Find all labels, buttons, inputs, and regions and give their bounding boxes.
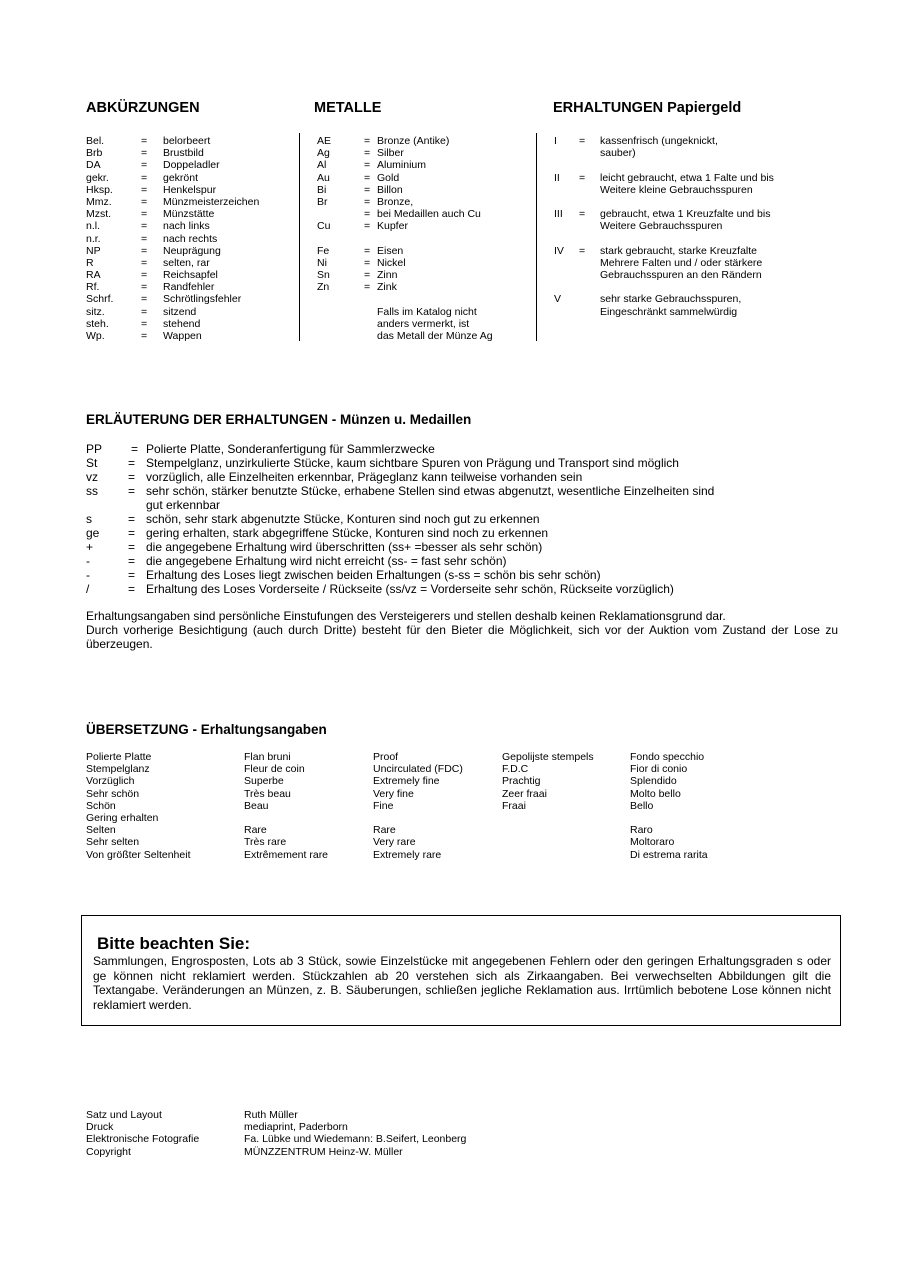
uebersetzung-cell: Selten <box>86 824 116 837</box>
erlaeuterung-abbr: ss <box>86 484 98 498</box>
uebersetzung-cell: Molto bello <box>630 787 681 800</box>
erlaeuterung-text: Erhaltung des Loses Vorderseite / Rückseite (ss/vz = Vorderseite sehr schön, Rückseite vorzüglich) <box>146 582 674 596</box>
papiergeld-grade: IV <box>554 244 564 257</box>
metalle-abbr: Ni <box>317 256 327 269</box>
papiergeld-grade: II <box>554 171 560 184</box>
papiergeld-heading: ERHALTUNGEN Papiergeld <box>553 100 742 116</box>
erlaeuterung-row <box>86 554 846 568</box>
impressum-value: MÜNZZENTRUM Heinz-W. Müller <box>244 1145 403 1158</box>
erlaeuterung-eq: = <box>128 470 136 484</box>
uebersetzung-cell: Fine <box>373 799 394 812</box>
abk-abbr: Mmz. <box>86 195 112 208</box>
papiergeld-text: Gebrauchsspuren an den Rändern <box>600 269 762 282</box>
impressum-value: mediaprint, Paderborn <box>244 1121 348 1134</box>
abk-eq: = <box>141 305 148 318</box>
uebersetzung-cell: Flan bruni <box>244 751 291 763</box>
erlaeuterung-row <box>86 456 846 470</box>
uebersetzung-cell: Splendido <box>630 775 677 788</box>
papiergeld-item <box>554 172 804 196</box>
abk-abbr: n.r. <box>86 232 101 245</box>
abk-eq: = <box>141 232 148 245</box>
abk-abbr: Wp. <box>86 330 105 342</box>
erlaeuterung-abbr: ge <box>86 526 100 540</box>
metalle-eq: = <box>364 220 371 233</box>
abk-text: sitzend <box>163 305 197 318</box>
papiergeld-grade: V <box>554 293 562 306</box>
uebersetzung-cell: Very fine <box>373 787 414 800</box>
uebersetzung-cell: Beau <box>244 799 269 812</box>
erlaeuterung-eq: = <box>128 554 136 568</box>
metalle-text: Bronze, <box>377 195 414 208</box>
abk-text: Schrötlingsfehler <box>163 293 242 306</box>
erlaeuterung-abbr: / <box>86 582 90 596</box>
papiergeld-row <box>554 293 804 305</box>
papiergeld-text: Weitere kleine Gebrauchsspuren <box>600 183 753 196</box>
abk-row <box>86 159 296 171</box>
erlaeuterung-abbr: s <box>86 512 92 526</box>
abk-row <box>86 330 296 342</box>
metalle-row <box>317 233 532 245</box>
erlaeuterung-abbr: St <box>86 456 98 470</box>
metalle-text: Eisen <box>377 244 404 257</box>
abk-text: gekrönt <box>163 171 199 184</box>
papiergeld-eq: = <box>579 135 586 147</box>
papiergeld-row <box>554 135 804 147</box>
metalle-abbr: Fe <box>317 244 330 257</box>
uebersetzung-cell: Polierte Platte <box>86 751 152 763</box>
abk-abbr: DA <box>86 159 101 172</box>
abk-abbr: gekr. <box>86 171 109 184</box>
abk-eq: = <box>141 208 148 221</box>
impressum-label: Copyright <box>86 1145 131 1158</box>
uebersetzung-row <box>86 800 786 812</box>
uebersetzung-cell: Prachtig <box>502 775 541 788</box>
papiergeld-grade: I <box>554 135 557 147</box>
erlaeuterung-eq: = <box>128 484 136 498</box>
abk-row <box>86 208 296 220</box>
erlaeuterung-text: die angegebene Erhaltung wird überschritten (ss+ =besser als sehr schön) <box>146 540 543 554</box>
papiergeld-item <box>554 245 804 282</box>
uebersetzung-cell: Zeer fraai <box>502 787 547 800</box>
uebersetzung-cell: Très rare <box>244 836 287 849</box>
metalle-row <box>317 269 532 281</box>
erlaeuterung-text: Erhaltung des Loses liegt zwischen beiden Erhaltungen (s-ss = schön bis sehr schön) <box>146 568 601 582</box>
hinweis-title: Bitte beachten Sie: <box>97 934 251 953</box>
papiergeld-row <box>554 184 804 196</box>
metalle-eq: = <box>364 183 371 196</box>
erlaeuterung-row <box>86 470 846 484</box>
erlaeuterung-row <box>86 498 846 512</box>
uebersetzung-cell: Fleur de coin <box>244 763 305 776</box>
papiergeld-text: Weitere Gebrauchsspuren <box>600 220 723 233</box>
abk-eq: = <box>141 256 148 269</box>
erlaeuterung-eq: = <box>128 568 136 582</box>
uebersetzung-cell: Fior di conio <box>630 763 688 776</box>
erlaeuterung-row <box>86 582 846 596</box>
metalle-row <box>317 257 532 269</box>
abk-row <box>86 257 296 269</box>
abk-row <box>86 172 296 184</box>
abk-eq: = <box>141 135 148 147</box>
papiergeld-row <box>554 220 804 232</box>
metalle-row <box>317 220 532 232</box>
abk-row <box>86 147 296 159</box>
papiergeld-row <box>554 172 804 184</box>
impressum-value: Ruth Müller <box>244 1109 298 1121</box>
abk-text: Brustbild <box>163 147 204 160</box>
abk-abbr: R <box>86 256 94 269</box>
erlaeuterung-abbr: - <box>86 568 90 582</box>
abk-eq: = <box>141 317 148 330</box>
abk-eq: = <box>141 195 148 208</box>
hinweis-box <box>81 915 841 1026</box>
impressum-label: Satz und Layout <box>86 1109 162 1121</box>
uebersetzung-cell: Schön <box>86 799 116 812</box>
abk-eq: = <box>141 171 148 184</box>
abk-abbr: RA <box>86 269 101 282</box>
erlaeuterung-row <box>86 442 846 456</box>
uebersetzung-cell: Superbe <box>244 775 284 788</box>
uebersetzung-cell: Von größter Seltenheit <box>86 848 191 861</box>
papiergeld-row <box>554 306 804 318</box>
papiergeld-text: gebraucht, etwa 1 Kreuzfalte und bis <box>600 208 771 221</box>
metalle-eq: = <box>364 256 371 269</box>
abk-row <box>86 184 296 196</box>
metalle-note-line: Falls im Katalog nicht <box>377 306 477 318</box>
uebersetzung-cell: Très beau <box>244 787 291 800</box>
metalle-note-line: anders vermerkt, ist <box>377 318 470 331</box>
abk-abbr: Brb <box>86 147 103 160</box>
abk-abbr: Rf. <box>86 281 100 294</box>
uebersetzung-cell: Di estrema rarita <box>630 848 708 861</box>
uebersetzung-cell: Extremely rare <box>373 848 442 861</box>
metalle-abbr: Au <box>317 171 330 184</box>
papiergeld-list <box>554 135 804 330</box>
abk-abbr: steh. <box>86 317 109 330</box>
abk-abbr: Schrf. <box>86 293 114 306</box>
hinweis-text: Sammlungen, Engrosposten, Lots ab 3 Stück, sowie Einzelstücke mit angegebenen Fehlern oder den geringen Erhaltungsgraden s oder ge können nicht reklamiert werden. Stückzahlen ab 20 verstehen sich als Zirkaangaben. Bei verwechselten Abbildungen gilt die Textangabe. Veränderungen an Münzen, z. B. Säuberungen, schließen jegliche Reklamation aus. Irrtümlich bebotene Lose können nicht reklamiert werden. <box>93 954 831 1012</box>
papiergeld-row <box>554 245 804 257</box>
abk-text: nach links <box>163 220 210 233</box>
papiergeld-item <box>554 135 804 159</box>
abk-eq: = <box>141 147 148 160</box>
abk-text: selten, rar <box>163 256 210 269</box>
metalle-note <box>377 306 537 343</box>
metalle-text: Silber <box>377 147 404 160</box>
uebersetzung-heading: ÜBERSETZUNG - Erhaltungsangaben <box>86 722 327 737</box>
uebersetzung-row <box>86 751 786 763</box>
metalle-text: Nickel <box>377 256 406 269</box>
metalle-text: Zink <box>377 281 397 294</box>
metalle-row <box>317 208 532 220</box>
uebersetzung-cell: Extremely fine <box>373 775 440 788</box>
papiergeld-grade: III <box>554 208 563 221</box>
metalle-eq: = <box>364 147 371 160</box>
abk-row <box>86 269 296 281</box>
metalle-row <box>317 281 532 293</box>
impressum-label: Druck <box>86 1121 114 1134</box>
uebersetzung-table <box>86 751 786 861</box>
abk-text: Doppeladler <box>163 159 220 172</box>
uebersetzung-cell: Sehr schön <box>86 787 140 800</box>
metalle-abbr: Zn <box>317 281 330 294</box>
uebersetzung-row <box>86 849 786 861</box>
erlaeuterung-text: die angegebene Erhaltung wird nicht erreicht (ss- = fast sehr schön) <box>146 554 507 568</box>
abk-abbr: n.l. <box>86 220 101 233</box>
metalle-abbr: Sn <box>317 269 330 282</box>
papiergeld-row <box>554 208 804 220</box>
abk-row <box>86 196 296 208</box>
erlaeuterung-text: gering erhalten, stark abgegriffene Stücke, Konturen sind noch zu erkennen <box>146 526 549 540</box>
metalle-eq: = <box>364 281 371 294</box>
metalle-eq: = <box>364 159 371 172</box>
papiergeld-eq: = <box>579 208 586 221</box>
impressum-value: Fa. Lübke und Wiedemann: B.Seifert, Leonberg <box>244 1133 467 1146</box>
erlaeuterung-eq: = <box>128 456 136 470</box>
erlaeuterung-note: Erhaltungsangaben sind persönliche Einstufungen des Versteigerers und stellen deshalb keinen Reklamationsgrund dar. <box>86 609 726 623</box>
uebersetzung-row <box>86 775 786 787</box>
abk-eq: = <box>141 159 148 172</box>
abk-heading: ABKÜRZUNGEN <box>86 100 200 116</box>
abk-eq: = <box>141 244 148 257</box>
erlaeuterung-row <box>86 540 846 554</box>
impressum-row <box>86 1146 586 1158</box>
erlaeuterung-row <box>86 568 846 582</box>
metalle-text: bei Medaillen auch Cu <box>377 208 481 221</box>
uebersetzung-cell: Extrêmement rare <box>244 848 329 861</box>
uebersetzung-cell: Fraai <box>502 799 526 812</box>
abk-row <box>86 135 296 147</box>
abk-row <box>86 318 296 330</box>
papiergeld-text: stark gebraucht, starke Kreuzfalte <box>600 244 757 257</box>
abk-row <box>86 293 296 305</box>
abk-text: Henkelspur <box>163 183 217 196</box>
metalle-row <box>317 147 532 159</box>
metalle-row <box>317 159 532 171</box>
metalle-text: Bronze (Antike) <box>377 135 450 147</box>
papiergeld-item <box>554 293 804 317</box>
abk-text: Reichsapfel <box>163 269 218 282</box>
abk-eq: = <box>141 220 148 233</box>
uebersetzung-cell: Gering erhalten <box>86 811 159 824</box>
erlaeuterung-eq: = <box>128 540 136 554</box>
erlaeuterung-eq: = <box>128 512 136 526</box>
erlaeuterung-abbr: PP <box>86 442 103 456</box>
uebersetzung-cell: Raro <box>630 824 653 837</box>
abk-text: stehend <box>163 317 201 330</box>
erlaeuterung-text: schön, sehr stark abgenutzte Stücke, Konturen sind noch gut zu erkennen <box>146 512 540 526</box>
metalle-eq: = <box>364 208 371 221</box>
papiergeld-text: sauber) <box>600 147 636 160</box>
uebersetzung-cell: Moltoraro <box>630 836 675 849</box>
metalle-heading: METALLE <box>314 100 382 116</box>
abk-eq: = <box>141 269 148 282</box>
uebersetzung-cell: Gepolijste stempels <box>502 751 594 763</box>
impressum-row <box>86 1109 586 1121</box>
abk-text: belorbeert <box>163 135 211 147</box>
abk-list <box>86 135 296 342</box>
erlaeuterung-heading: ERLÄUTERUNG DER ERHALTUNGEN - Münzen u. Medaillen <box>86 412 472 427</box>
abk-row <box>86 220 296 232</box>
papiergeld-text: Eingeschränkt sammelwürdig <box>600 305 738 318</box>
impressum-label: Elektronische Fotografie <box>86 1133 200 1146</box>
column-divider <box>299 133 300 341</box>
papiergeld-row <box>554 269 804 281</box>
metalle-text: Aluminium <box>377 159 427 172</box>
papiergeld-text: kassenfrisch (ungeknickt, <box>600 135 718 147</box>
erlaeuterung-abbr: - <box>86 554 90 568</box>
abk-text: nach rechts <box>163 232 218 245</box>
uebersetzung-cell: Vorzüglich <box>86 775 135 788</box>
uebersetzung-row <box>86 836 786 848</box>
impressum <box>86 1109 586 1158</box>
uebersetzung-cell: Sehr selten <box>86 836 140 849</box>
erlaeuterung-row <box>86 484 846 498</box>
metalle-list <box>317 135 532 293</box>
papiergeld-item <box>554 208 804 232</box>
erlaeuterung-list <box>86 442 846 596</box>
metalle-text: Zinn <box>377 269 398 282</box>
metalle-abbr: Br <box>317 195 328 208</box>
erlaeuterung-abbr: + <box>86 540 94 554</box>
erlaeuterung-note: Durch vorherige Besichtigung (auch durch Dritte) besteht für den Bieter die Möglichkeit, sich vor der Auktion vom Zustand der Lose zu überzeugen. <box>86 623 838 652</box>
erlaeuterung-text: sehr schön, stärker benutzte Stücke, erhabene Stellen sind etwas abgenutzt, wesentliche Einzelheiten sind <box>146 484 715 498</box>
metalle-eq: = <box>364 269 371 282</box>
uebersetzung-cell: Rare <box>244 824 267 837</box>
papiergeld-eq: = <box>579 244 586 257</box>
metalle-note-line: das Metall der Münze Ag <box>377 330 493 343</box>
abk-text: Neuprägung <box>163 244 221 257</box>
abk-eq: = <box>141 281 148 294</box>
metalle-eq: = <box>364 171 371 184</box>
impressum-row <box>86 1133 586 1145</box>
uebersetzung-cell: Proof <box>373 751 399 763</box>
uebersetzung-cell: Very rare <box>373 836 416 849</box>
uebersetzung-cell: F.D.C <box>502 763 529 776</box>
metalle-eq: = <box>364 244 371 257</box>
abk-row <box>86 233 296 245</box>
uebersetzung-cell: Fondo specchio <box>630 751 705 763</box>
papiergeld-row <box>554 147 804 159</box>
erlaeuterung-text: Polierte Platte, Sonderanfertigung für Sammlerzwecke <box>146 442 435 456</box>
metalle-row <box>317 172 532 184</box>
papiergeld-text: sehr starke Gebrauchsspuren, <box>600 293 742 306</box>
metalle-abbr: Bi <box>317 183 327 196</box>
abk-row <box>86 281 296 293</box>
metalle-eq: = <box>364 135 371 147</box>
abk-text: Münzstätte <box>163 208 215 221</box>
metalle-row <box>317 135 532 147</box>
metalle-text: Gold <box>377 171 400 184</box>
uebersetzung-cell: Uncirculated (FDC) <box>373 763 463 776</box>
uebersetzung-cell: Stempelglanz <box>86 763 150 776</box>
abk-abbr: Hksp. <box>86 183 113 196</box>
abk-row <box>86 245 296 257</box>
uebersetzung-cell: Rare <box>373 824 396 837</box>
metalle-text: Billon <box>377 183 403 196</box>
erlaeuterung-eq: = <box>128 582 136 596</box>
metalle-abbr: Al <box>317 159 327 172</box>
uebersetzung-row <box>86 824 786 836</box>
uebersetzung-cell: Bello <box>630 799 654 812</box>
abk-text: Wappen <box>163 330 202 342</box>
papiergeld-text: leicht gebraucht, etwa 1 Falte und bis <box>600 171 774 184</box>
papiergeld-eq: = <box>579 171 586 184</box>
uebersetzung-row <box>86 812 786 824</box>
metalle-row <box>317 245 532 257</box>
abk-eq: = <box>141 183 148 196</box>
abk-row <box>86 306 296 318</box>
abk-abbr: Mzst. <box>86 208 112 221</box>
erlaeuterung-text: gut erkennbar <box>146 498 221 512</box>
abk-eq: = <box>141 330 148 342</box>
erlaeuterung-text: Stempelglanz, unzirkulierte Stücke, kaum sichtbare Spuren von Prägung und Transport sind möglich <box>146 456 679 470</box>
impressum-row <box>86 1121 586 1133</box>
papiergeld-row <box>554 257 804 269</box>
metalle-row <box>317 184 532 196</box>
abk-abbr: NP <box>86 244 101 257</box>
erlaeuterung-eq: = <box>131 442 139 456</box>
metalle-row <box>317 196 532 208</box>
uebersetzung-row <box>86 788 786 800</box>
abk-eq: = <box>141 293 148 306</box>
metalle-abbr: Ag <box>317 147 330 160</box>
metalle-abbr: Cu <box>317 220 331 233</box>
erlaeuterung-row <box>86 526 846 540</box>
erlaeuterung-abbr: vz <box>86 470 98 484</box>
metalle-abbr: AE <box>317 135 332 147</box>
erlaeuterung-text: vorzüglich, alle Einzelheiten erkennbar, Prägeglanz kann teilweise vorhanden sein <box>146 470 583 484</box>
erlaeuterung-eq: = <box>128 526 136 540</box>
abk-abbr: sitz. <box>86 305 105 318</box>
papiergeld-text: Mehrere Falten und / oder stärkere <box>600 256 763 269</box>
metalle-eq: = <box>364 195 371 208</box>
abk-abbr: Bel. <box>86 135 105 147</box>
metalle-text: Kupfer <box>377 220 408 233</box>
erlaeuterung-row <box>86 512 846 526</box>
abk-text: Randfehler <box>163 281 215 294</box>
abk-text: Münzmeisterzeichen <box>163 195 260 208</box>
uebersetzung-row <box>86 763 786 775</box>
